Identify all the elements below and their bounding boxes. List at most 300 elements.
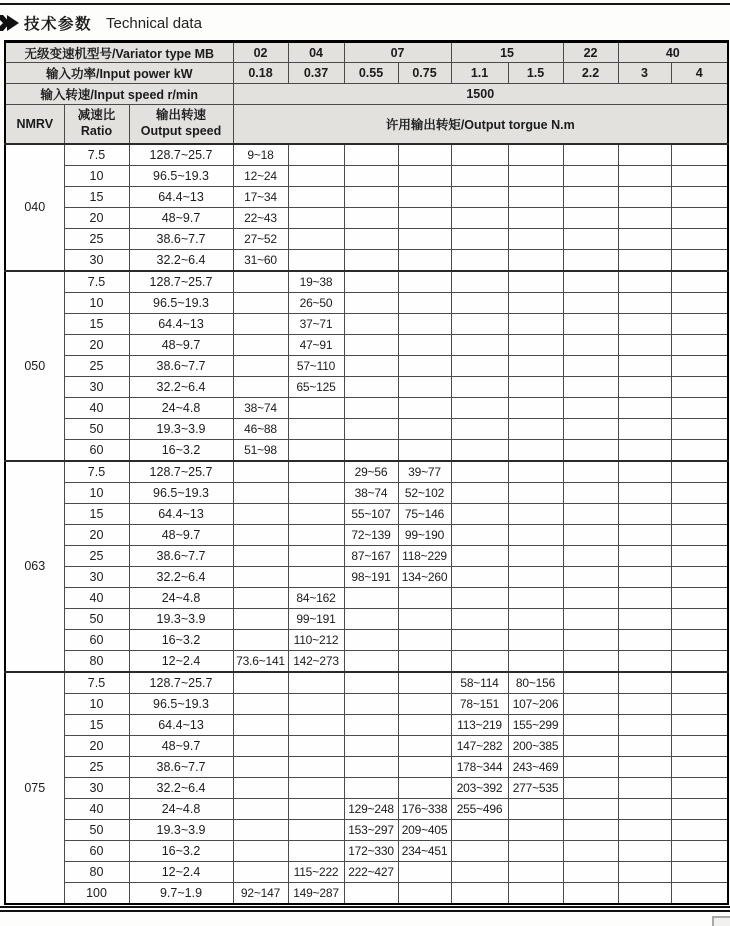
torque-cell: 176~338 xyxy=(398,798,451,819)
torque-cell xyxy=(398,376,451,397)
torque-cell xyxy=(618,672,671,694)
table-row xyxy=(5,461,728,483)
output-speed-cell: 96.5~19.3 xyxy=(129,482,233,503)
torque-cell xyxy=(344,334,398,355)
torque-cell xyxy=(288,249,344,271)
torque-cell xyxy=(233,735,288,756)
table-row xyxy=(5,271,728,293)
torque-cell xyxy=(618,693,671,714)
torque-cell xyxy=(618,503,671,524)
torque-cell xyxy=(671,672,728,694)
page-title xyxy=(0,5,730,40)
torque-cell xyxy=(671,439,728,461)
output-speed-cell: 128.7~25.7 xyxy=(129,461,233,483)
ratio-cell: 7.5 xyxy=(64,672,129,694)
torque-cell xyxy=(233,777,288,798)
ratio-cell: 80 xyxy=(64,861,129,882)
torque-cell xyxy=(508,608,563,629)
torque-cell xyxy=(233,629,288,650)
torque-cell xyxy=(671,144,728,166)
torque-cell xyxy=(508,882,563,904)
torque-cell xyxy=(233,693,288,714)
torque-cell xyxy=(618,165,671,186)
output-speed-cell: 19.3~3.9 xyxy=(129,418,233,439)
output-speed-cell: 19.3~3.9 xyxy=(129,819,233,840)
torque-cell xyxy=(398,693,451,714)
ratio-cell: 30 xyxy=(64,566,129,587)
torque-cell xyxy=(233,756,288,777)
torque-cell xyxy=(344,207,398,228)
ratio-cell: 25 xyxy=(64,355,129,376)
torque-cell xyxy=(618,714,671,735)
torque-cell xyxy=(671,714,728,735)
torque-cell xyxy=(671,545,728,566)
title-en: Technical data xyxy=(106,14,202,32)
torque-cell xyxy=(233,672,288,694)
output-speed-cell: 19.3~3.9 xyxy=(129,608,233,629)
output-speed-cell: 24~4.8 xyxy=(129,397,233,418)
torque-cell xyxy=(451,882,508,904)
torque-cell xyxy=(451,524,508,545)
nmrv-cell-063: 063 xyxy=(5,461,64,672)
torque-cell xyxy=(233,376,288,397)
torque-cell xyxy=(288,735,344,756)
torque-cell xyxy=(288,482,344,503)
torque-cell: 9~18 xyxy=(233,144,288,166)
output-speed-cell: 64.4~13 xyxy=(129,503,233,524)
torque-cell xyxy=(288,566,344,587)
torque-cell: 129~248 xyxy=(344,798,398,819)
torque-cell xyxy=(451,334,508,355)
torque-cell xyxy=(563,249,618,271)
torque-cell xyxy=(288,207,344,228)
torque-cell xyxy=(233,524,288,545)
torque-cell xyxy=(563,672,618,694)
bottom-rule xyxy=(0,906,730,912)
torque-cell: 31~60 xyxy=(233,249,288,271)
torque-cell xyxy=(233,545,288,566)
table-row xyxy=(5,207,728,228)
output-speed-cell: 38.6~7.7 xyxy=(129,355,233,376)
table-row xyxy=(5,397,728,418)
ratio-cell: 30 xyxy=(64,376,129,397)
torque-cell xyxy=(563,777,618,798)
torque-cell xyxy=(563,840,618,861)
torque-cell xyxy=(563,587,618,608)
torque-cell xyxy=(508,650,563,672)
input-power-value-1.1: 1.1 xyxy=(451,63,508,84)
ratio-cell: 15 xyxy=(64,313,129,334)
torque-cell xyxy=(451,566,508,587)
torque-cell xyxy=(563,334,618,355)
nmrv-column-header: NMRV xyxy=(5,105,64,144)
ratio-cell: 25 xyxy=(64,545,129,566)
torque-cell xyxy=(563,439,618,461)
ratio-cell: 25 xyxy=(64,756,129,777)
torque-cell xyxy=(671,587,728,608)
output-speed-cell: 38.6~7.7 xyxy=(129,228,233,249)
table-row xyxy=(5,292,728,313)
table-row xyxy=(5,355,728,376)
torque-cell: 115~222 xyxy=(288,861,344,882)
torque-cell xyxy=(563,186,618,207)
nmrv-cell-040: 040 xyxy=(5,144,64,271)
torque-cell: 98~191 xyxy=(344,566,398,587)
torque-cell xyxy=(508,503,563,524)
torque-cell xyxy=(288,461,344,483)
torque-cell: 55~107 xyxy=(344,503,398,524)
table-row xyxy=(5,228,728,249)
torque-cell: 26~50 xyxy=(288,292,344,313)
torque-cell xyxy=(671,777,728,798)
torque-cell xyxy=(671,292,728,313)
torque-cell xyxy=(398,735,451,756)
torque-cell xyxy=(618,587,671,608)
torque-cell xyxy=(451,292,508,313)
torque-cell xyxy=(563,271,618,293)
output-speed-cell: 24~4.8 xyxy=(129,798,233,819)
ratio-cell: 10 xyxy=(64,693,129,714)
torque-cell: 172~330 xyxy=(344,840,398,861)
ratio-cell: 20 xyxy=(64,735,129,756)
torque-cell: 147~282 xyxy=(451,735,508,756)
torque-cell xyxy=(508,355,563,376)
torque-cell: 57~110 xyxy=(288,355,344,376)
input-power-label: 输入功率/Input power kW xyxy=(5,63,233,84)
table-row xyxy=(5,756,728,777)
input-speed-label: 输入转速/Input speed r/min xyxy=(5,84,233,105)
torque-cell xyxy=(398,397,451,418)
torque-cell xyxy=(508,629,563,650)
ratio-cell: 10 xyxy=(64,165,129,186)
torque-cell xyxy=(344,292,398,313)
torque-cell xyxy=(563,292,618,313)
torque-cell xyxy=(508,798,563,819)
torque-cell xyxy=(288,186,344,207)
table-row xyxy=(5,840,728,861)
torque-cell xyxy=(671,650,728,672)
torque-cell xyxy=(563,482,618,503)
torque-cell: 142~273 xyxy=(288,650,344,672)
torque-cell: 99~190 xyxy=(398,524,451,545)
ratio-cell: 7.5 xyxy=(64,461,129,483)
torque-cell xyxy=(451,418,508,439)
ratio-cell: 40 xyxy=(64,798,129,819)
torque-cell: 52~102 xyxy=(398,482,451,503)
table-row xyxy=(5,313,728,334)
torque-cell xyxy=(618,461,671,483)
torque-cell xyxy=(451,397,508,418)
torque-cell xyxy=(288,693,344,714)
torque-cell xyxy=(671,566,728,587)
variator-type-label: 无级变速机型号/Variator type MB xyxy=(5,42,233,63)
torque-cell xyxy=(233,840,288,861)
torque-cell xyxy=(344,271,398,293)
torque-cell: 155~299 xyxy=(508,714,563,735)
output-speed-cell: 128.7~25.7 xyxy=(129,672,233,694)
torque-cell xyxy=(563,313,618,334)
torque-cell: 22~43 xyxy=(233,207,288,228)
torque-cell xyxy=(233,271,288,293)
torque-cell xyxy=(344,376,398,397)
torque-cell xyxy=(671,228,728,249)
torque-cell xyxy=(398,608,451,629)
torque-cell xyxy=(233,608,288,629)
torque-cell xyxy=(288,672,344,694)
torque-cell xyxy=(563,355,618,376)
torque-cell xyxy=(508,566,563,587)
torque-cell xyxy=(451,249,508,271)
torque-cell xyxy=(344,735,398,756)
torque-cell: 222~427 xyxy=(344,861,398,882)
table-row xyxy=(5,482,728,503)
torque-cell xyxy=(344,629,398,650)
torque-cell xyxy=(671,249,728,271)
torque-cell xyxy=(451,840,508,861)
ratio-cell: 15 xyxy=(64,714,129,735)
torque-cell xyxy=(288,144,344,166)
torque-cell xyxy=(618,819,671,840)
table-row xyxy=(5,334,728,355)
table-row xyxy=(5,798,728,819)
table-row xyxy=(5,777,728,798)
output-speed-cell: 12~2.4 xyxy=(129,650,233,672)
torque-cell xyxy=(563,882,618,904)
torque-cell xyxy=(563,629,618,650)
torque-cell xyxy=(451,355,508,376)
double-arrow-icon xyxy=(0,15,20,31)
torque-cell: 46~88 xyxy=(233,418,288,439)
torque-cell xyxy=(618,840,671,861)
torque-cell xyxy=(398,418,451,439)
torque-cell xyxy=(563,819,618,840)
torque-cell xyxy=(563,524,618,545)
torque-cell: 38~74 xyxy=(344,482,398,503)
torque-cell xyxy=(618,777,671,798)
nmrv-cell-075: 075 xyxy=(5,672,64,904)
torque-cell xyxy=(398,587,451,608)
torque-cell xyxy=(618,629,671,650)
torque-cell: 72~139 xyxy=(344,524,398,545)
output-speed-cell: 32.2~6.4 xyxy=(129,249,233,271)
torque-cell xyxy=(288,798,344,819)
torque-cell xyxy=(671,186,728,207)
torque-cell xyxy=(344,418,398,439)
output-speed-column-header: 输出转速 Output speed xyxy=(129,105,233,144)
table-head xyxy=(5,42,728,144)
torque-cell xyxy=(508,397,563,418)
output-speed-cell: 12~2.4 xyxy=(129,861,233,882)
torque-cell xyxy=(618,397,671,418)
ratio-column-header: 减速比 Ratio xyxy=(64,105,129,144)
torque-cell: 17~34 xyxy=(233,186,288,207)
torque-cell xyxy=(618,861,671,882)
torque-cell xyxy=(344,144,398,166)
torque-cell xyxy=(563,418,618,439)
variator-size-header-15: 15 xyxy=(451,42,563,63)
torque-cell xyxy=(233,566,288,587)
torque-cell: 149~287 xyxy=(288,882,344,904)
torque-cell xyxy=(344,228,398,249)
torque-cell xyxy=(563,545,618,566)
torque-cell xyxy=(398,777,451,798)
torque-cell xyxy=(618,735,671,756)
torque-cell xyxy=(671,882,728,904)
torque-cell xyxy=(618,566,671,587)
torque-cell xyxy=(344,756,398,777)
torque-cell xyxy=(288,524,344,545)
torque-cell xyxy=(671,798,728,819)
torque-cell xyxy=(671,355,728,376)
torque-cell xyxy=(233,334,288,355)
torque-cell xyxy=(618,524,671,545)
output-speed-cell: 38.6~7.7 xyxy=(129,756,233,777)
torque-cell: 99~191 xyxy=(288,608,344,629)
nmrv-cell-050: 050 xyxy=(5,271,64,461)
torque-cell xyxy=(398,334,451,355)
torque-cell xyxy=(233,503,288,524)
torque-cell: 51~98 xyxy=(233,439,288,461)
torque-cell xyxy=(508,313,563,334)
torque-cell xyxy=(671,207,728,228)
torque-cell xyxy=(671,608,728,629)
torque-cell: 255~496 xyxy=(451,798,508,819)
table-row xyxy=(5,714,728,735)
torque-cell: 277~535 xyxy=(508,777,563,798)
torque-cell xyxy=(344,587,398,608)
table-row xyxy=(5,376,728,397)
torque-cell xyxy=(618,249,671,271)
table-row xyxy=(5,144,728,166)
torque-cell xyxy=(563,650,618,672)
torque-cell xyxy=(618,482,671,503)
torque-cell xyxy=(563,756,618,777)
torque-cell: 178~344 xyxy=(451,756,508,777)
torque-cell: 73.6~141 xyxy=(233,650,288,672)
torque-cell xyxy=(233,861,288,882)
torque-cell xyxy=(508,819,563,840)
torque-cell xyxy=(618,144,671,166)
torque-cell: 200~385 xyxy=(508,735,563,756)
torque-cell xyxy=(618,334,671,355)
torque-cell: 78~151 xyxy=(451,693,508,714)
torque-cell: 65~125 xyxy=(288,376,344,397)
output-speed-cell: 64.4~13 xyxy=(129,714,233,735)
torque-cell xyxy=(618,418,671,439)
ratio-cell: 100 xyxy=(64,882,129,904)
torque-cell xyxy=(671,693,728,714)
torque-cell xyxy=(288,840,344,861)
variator-size-header-04: 04 xyxy=(288,42,344,63)
torque-cell xyxy=(398,861,451,882)
table-row xyxy=(5,545,728,566)
table-row xyxy=(5,249,728,271)
variator-size-header-40: 40 xyxy=(618,42,728,63)
torque-cell xyxy=(288,228,344,249)
output-speed-cell: 48~9.7 xyxy=(129,334,233,355)
table-row xyxy=(5,566,728,587)
torque-cell xyxy=(618,292,671,313)
table-body xyxy=(5,144,728,904)
table-row xyxy=(5,672,728,694)
torque-cell xyxy=(508,376,563,397)
torque-cell xyxy=(398,756,451,777)
table-row xyxy=(5,418,728,439)
torque-cell xyxy=(233,482,288,503)
torque-cell xyxy=(451,819,508,840)
torque-cell xyxy=(451,376,508,397)
table-row xyxy=(5,882,728,904)
torque-cell xyxy=(233,355,288,376)
torque-cell xyxy=(288,756,344,777)
torque-cell xyxy=(233,461,288,483)
torque-cell xyxy=(288,397,344,418)
torque-cell xyxy=(508,207,563,228)
torque-cell xyxy=(671,482,728,503)
torque-cell xyxy=(451,439,508,461)
torque-cell xyxy=(508,439,563,461)
variator-size-header-02: 02 xyxy=(233,42,288,63)
output-speed-cell: 9.7~1.9 xyxy=(129,882,233,904)
torque-cell xyxy=(398,629,451,650)
torque-cell xyxy=(451,165,508,186)
torque-cell xyxy=(508,144,563,166)
output-speed-cell: 32.2~6.4 xyxy=(129,777,233,798)
technical-data-table xyxy=(4,40,729,905)
table-row xyxy=(5,186,728,207)
table-row xyxy=(5,439,728,461)
torque-cell xyxy=(508,587,563,608)
torque-cell xyxy=(344,608,398,629)
torque-cell xyxy=(671,735,728,756)
torque-cell xyxy=(508,482,563,503)
output-speed-cell: 128.7~25.7 xyxy=(129,271,233,293)
output-torque-column-header: 许用输出转矩/Output torgue N.m xyxy=(233,105,728,144)
torque-cell xyxy=(344,714,398,735)
torque-cell xyxy=(398,186,451,207)
ratio-cell: 7.5 xyxy=(64,271,129,293)
ratio-cell: 25 xyxy=(64,228,129,249)
ratio-cell: 30 xyxy=(64,249,129,271)
torque-cell xyxy=(671,313,728,334)
input-power-value-0.18: 0.18 xyxy=(233,63,288,84)
ratio-cell: 30 xyxy=(64,777,129,798)
table-row xyxy=(5,608,728,629)
torque-cell xyxy=(671,503,728,524)
ratio-cell: 50 xyxy=(64,819,129,840)
torque-cell xyxy=(451,587,508,608)
torque-cell xyxy=(563,397,618,418)
torque-cell xyxy=(671,397,728,418)
output-speed-cell: 24~4.8 xyxy=(129,587,233,608)
torque-cell xyxy=(671,334,728,355)
torque-cell: 47~91 xyxy=(288,334,344,355)
ratio-cell: 15 xyxy=(64,186,129,207)
ratio-cell: 10 xyxy=(64,482,129,503)
torque-cell: 80~156 xyxy=(508,672,563,694)
torque-cell xyxy=(508,271,563,293)
ratio-cell: 40 xyxy=(64,587,129,608)
output-speed-cell: 32.2~6.4 xyxy=(129,376,233,397)
torque-cell: 203~392 xyxy=(451,777,508,798)
torque-cell xyxy=(288,714,344,735)
output-speed-cell: 96.5~19.3 xyxy=(129,292,233,313)
torque-cell xyxy=(451,186,508,207)
torque-cell: 110~212 xyxy=(288,629,344,650)
torque-cell xyxy=(563,714,618,735)
torque-cell xyxy=(508,861,563,882)
input-power-value-2.2: 2.2 xyxy=(563,63,618,84)
